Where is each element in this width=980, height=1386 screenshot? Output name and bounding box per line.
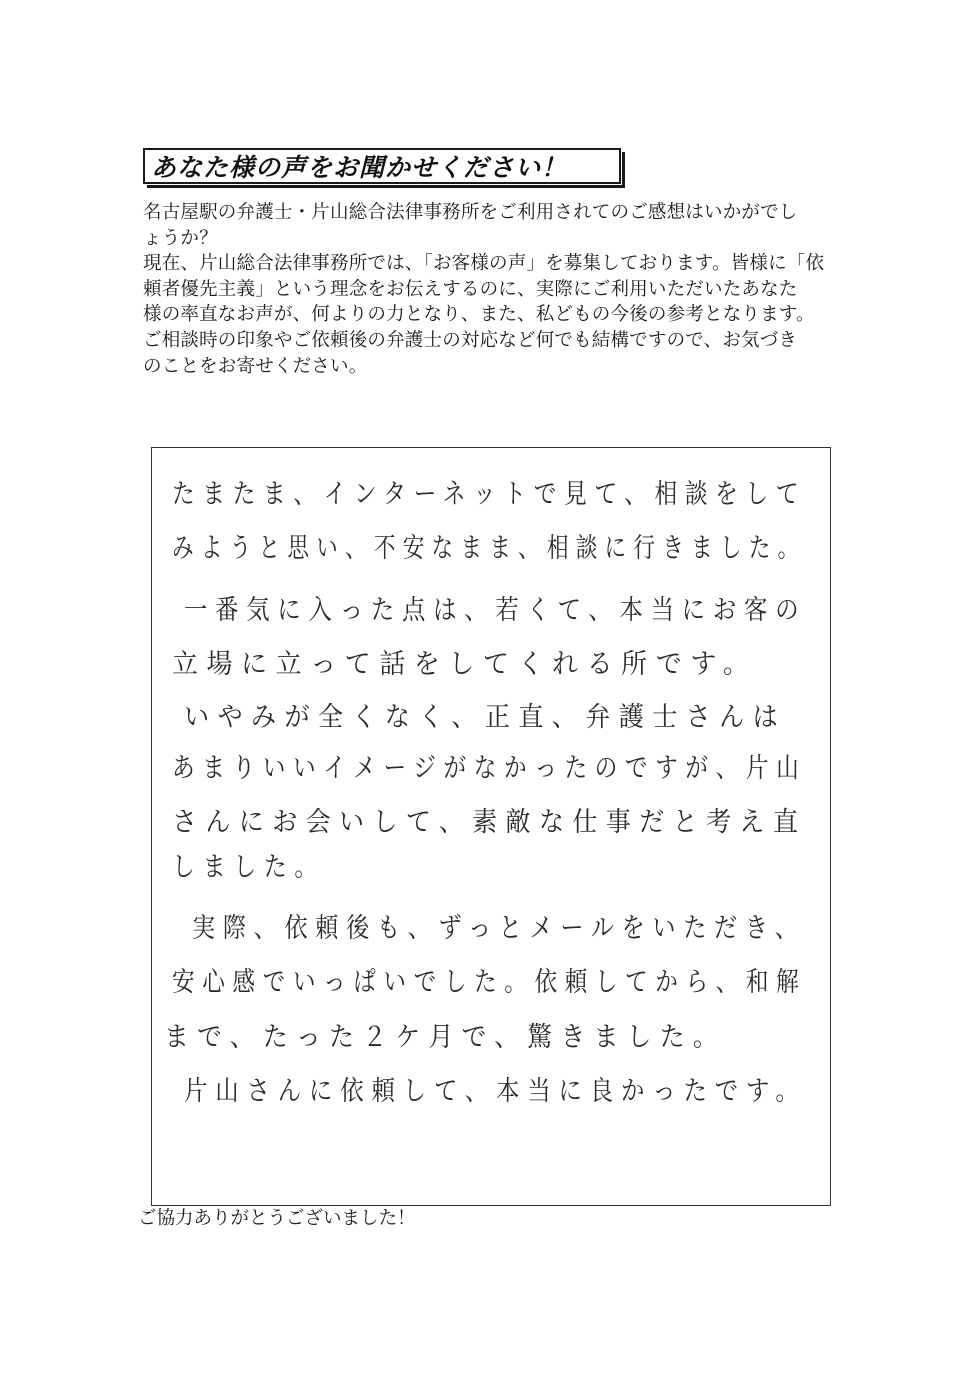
intro-line: ご相談時の印象やご依頼後の弁護士の対応など何でも結構ですので、お気づき xyxy=(143,329,798,351)
intro-line: 様の率直なお声が、何よりの力となり、また、私どもの今後の参考となります。 xyxy=(143,304,815,326)
handwritten-line: 実際、依頼後も、ずっとメールをいただき、 xyxy=(192,913,806,944)
thanks-message: ご協力ありがとうございました！ xyxy=(138,1208,416,1229)
intro-line: 名古屋駅の弁護士・片山総合法律事務所をご利用されてのご感想はいかがでし xyxy=(143,202,798,223)
handwritten-line: さんにお会いして、素敵な仕事だと考え直 xyxy=(172,807,807,838)
intro-paragraph xyxy=(143,200,855,379)
handwritten-line: 安心感でいっぱいでした。依頼してから、和解 xyxy=(172,967,807,998)
intro-line: 頼者優先主義」という理念をお伝えするのに、実際にご利用いただいたあなた xyxy=(143,278,798,300)
handwritten-line: いやみが全くなく、正直、弁護士さんは xyxy=(184,702,787,733)
intro-line: 現在、片山総合法律事務所では、「お客様の声」を募集しております。皆様に「依 xyxy=(143,253,825,275)
handwritten-line: 一番気に入った点は、若くて、本当にお客の xyxy=(184,595,807,626)
handwritten-line: 立場に立って話をしてくれる所です。 xyxy=(172,649,758,680)
intro-line: ょうか？ xyxy=(143,227,218,249)
page-title: あなた様の声をお聞かせください！ xyxy=(151,153,568,182)
handwritten-line: まで、たった２ケ月で、驚きました。 xyxy=(164,1022,727,1053)
handwritten-line: 片山さんに依頼して、本当に良かったです。 xyxy=(184,1076,807,1107)
handwritten-line: あまりいいイメージがなかったのですが、片山 xyxy=(172,753,807,784)
handwritten-line: たまたま、インターネットで見て、相談をして xyxy=(172,479,807,510)
handwritten-line: みようと思い、不安なまま、相談に行きました。 xyxy=(172,533,807,564)
title-box xyxy=(143,148,621,184)
handwritten-answer-box xyxy=(151,447,831,1206)
handwritten-line: しました。 xyxy=(172,852,325,883)
intro-line: のことをお寄せください。 xyxy=(143,355,368,377)
